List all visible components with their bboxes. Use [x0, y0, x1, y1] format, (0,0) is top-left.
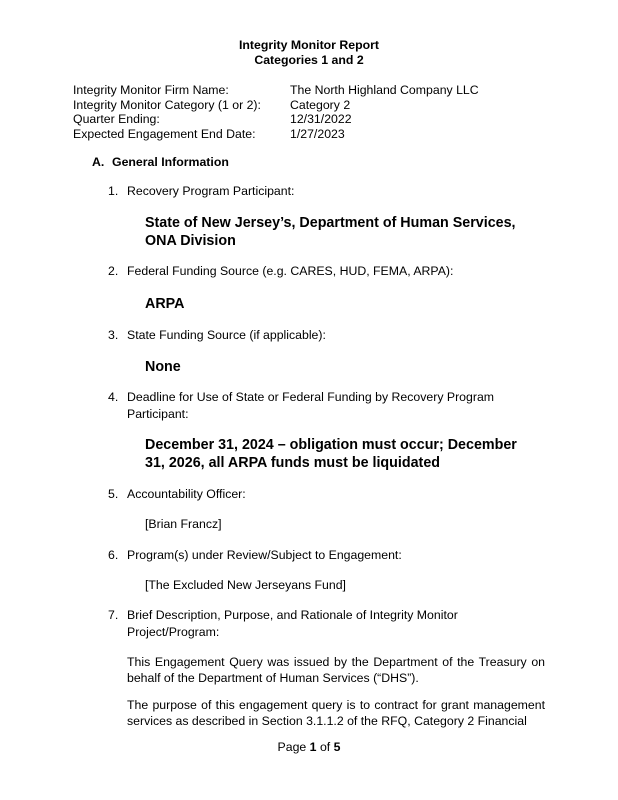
item-answer: State of New Jersey’s, Department of Human Services, ONA Division [145, 215, 516, 249]
meta-label: Quarter Ending: [73, 112, 160, 126]
section-title: General Information [112, 155, 229, 169]
meta-value: 12/31/2022 [290, 112, 352, 126]
meta-label: Integrity Monitor Firm Name: [73, 83, 229, 97]
report-title: Integrity Monitor Report [238, 38, 380, 52]
body-paragraph: The purpose of this engagement query is to contract for grant management services as described in Section 3.1.1.2 of the RFQ, Category 2 Financial [127, 698, 545, 728]
item-number: 6. [108, 548, 119, 562]
item-number: 2. [108, 264, 119, 278]
item-number: 3. [108, 328, 119, 342]
item-answer: [The Excluded New Jerseyans Fund] [145, 578, 346, 592]
item-answer: None [145, 359, 181, 375]
meta-value: The North Highland Company LLC [290, 83, 479, 97]
item-question: Recovery Program Participant: [127, 184, 295, 198]
meta-label: Integrity Monitor Category (1 or 2): [73, 97, 261, 112]
footer-prefix: Page [277, 740, 307, 754]
body-paragraph: This Engagement Query was issued by the Department of the Treasury on behalf of the Department of Human Services (“DHS”). [127, 655, 545, 685]
footer-of: of [319, 740, 331, 754]
item-number: 1. [108, 184, 119, 198]
item-question: Deadline for Use of State or Federal Funding by Recovery Program Participant: [127, 390, 495, 421]
meta-label: Expected Engagement End Date: [73, 126, 256, 141]
item-question: Federal Funding Source (e.g. CARES, HUD, FEMA, ARPA): [127, 264, 454, 278]
meta-value: Category 2 [290, 97, 351, 112]
meta-value: 1/27/2023 [290, 126, 345, 141]
item-question: State Funding Source (if applicable): [127, 328, 326, 342]
footer-page-total: 5 [333, 740, 341, 754]
section-letter: A. [92, 155, 105, 169]
page-footer [0, 740, 618, 754]
item-answer: December 31, 2024 – obligation must occur; December 31, 2026, all ARPA funds must be liquidated [145, 437, 517, 471]
report-subtitle: Categories 1 and 2 [254, 53, 364, 67]
footer-page-number: 1 [309, 740, 317, 754]
item-question: Accountability Officer: [127, 487, 246, 501]
item-question: Program(s) under Review/Subject to Engagement: [127, 548, 402, 562]
item-answer: [Brian Francz] [145, 517, 222, 531]
item-answer: ARPA [145, 296, 185, 312]
item-number: 7. [108, 608, 119, 622]
item-number: 4. [108, 390, 119, 404]
item-question: Brief Description, Purpose, and Rationale of Integrity Monitor Project/Program: [127, 608, 458, 639]
item-number: 5. [108, 487, 119, 501]
